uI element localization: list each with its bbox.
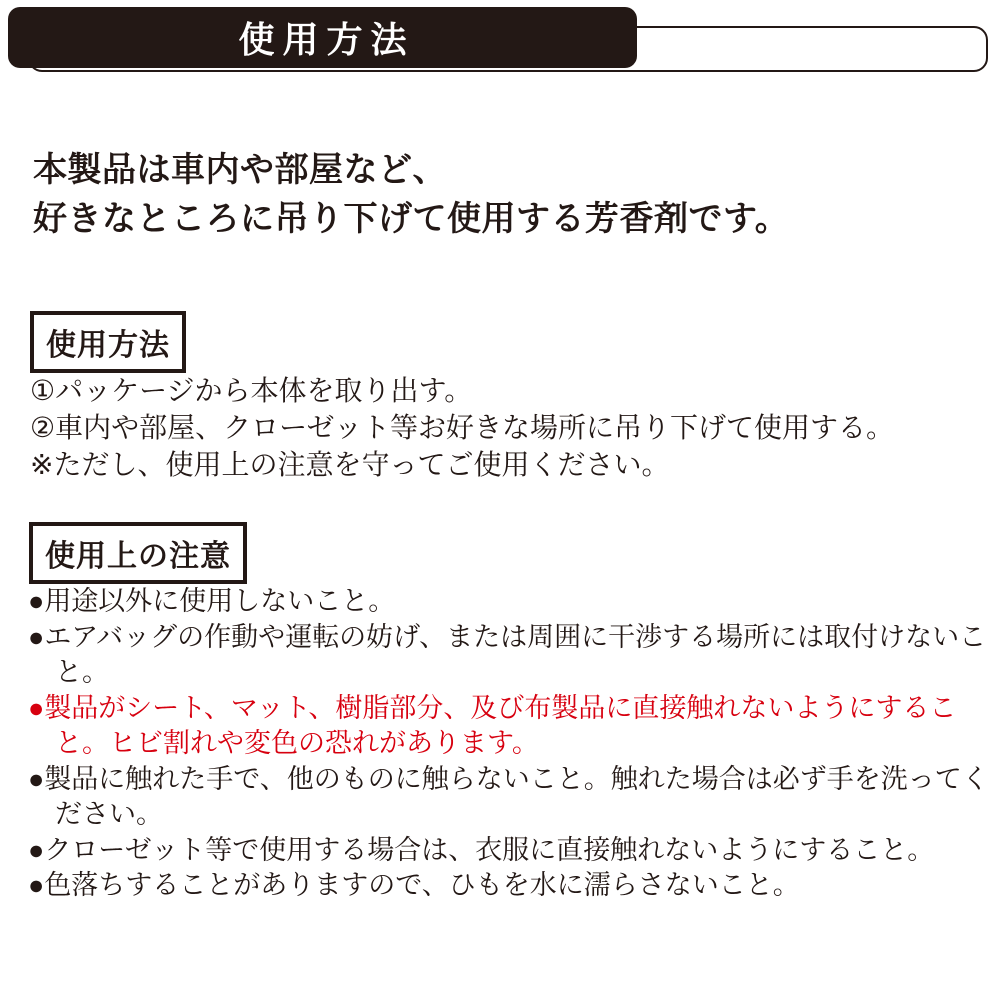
usage-section-heading: 使用方法 bbox=[30, 311, 186, 373]
caution-item bbox=[28, 762, 990, 833]
page-title: 使用方法 bbox=[8, 7, 637, 68]
caution-item bbox=[28, 868, 990, 904]
bullet-icon: ● bbox=[28, 834, 45, 865]
bullet-icon: ● bbox=[28, 621, 45, 652]
caution-text: 用途以外に使用しないこと。 bbox=[44, 586, 396, 616]
caution-text: クローゼット等で使用する場合は、衣服に直接触れないようにすること。 bbox=[44, 834, 935, 865]
caution-text: 製品がシート、マット、樹脂部分、及び布製品に直接触れないようにすること。ヒビ割れや変色の恐れがあります。 bbox=[44, 692, 957, 758]
bullet-icon: ● bbox=[28, 870, 45, 900]
caution-text: 製品に触れた手で、他のものに触らないこと。触れた場合は必ず手を洗ってください。 bbox=[44, 763, 989, 829]
bullet-icon: ● bbox=[28, 763, 45, 794]
usage-step-note: ※ただし、使用上の注意を守ってご使用ください。 bbox=[30, 449, 670, 480]
intro-line-2: 好きなところに吊り下げて使用する芳香剤です。 bbox=[33, 200, 790, 238]
caution-list bbox=[28, 584, 990, 904]
usage-steps bbox=[30, 372, 894, 483]
usage-step-1: ①パッケージから本体を取り出す。 bbox=[30, 375, 473, 406]
bullet-icon: ● bbox=[28, 692, 45, 723]
intro-paragraph bbox=[33, 146, 789, 244]
caution-text: 色落ちすることがありますので、ひもを水に濡らさないこと。 bbox=[44, 870, 800, 900]
intro-line-1: 本製品は車内や部屋など、 bbox=[33, 151, 447, 189]
caution-item bbox=[28, 584, 990, 620]
caution-text: エアバッグの作動や運転の妨げ、または周囲に干渉する場所には取付けないこと。 bbox=[44, 621, 987, 687]
bullet-icon: ● bbox=[28, 586, 45, 616]
caution-item bbox=[28, 833, 990, 869]
caution-item bbox=[28, 691, 990, 762]
caution-section-heading: 使用上の注意 bbox=[29, 522, 247, 584]
caution-item bbox=[28, 620, 990, 691]
usage-step-2: ②車内や部屋、クローゼット等お好きな場所に吊り下げて使用する。 bbox=[30, 412, 894, 443]
